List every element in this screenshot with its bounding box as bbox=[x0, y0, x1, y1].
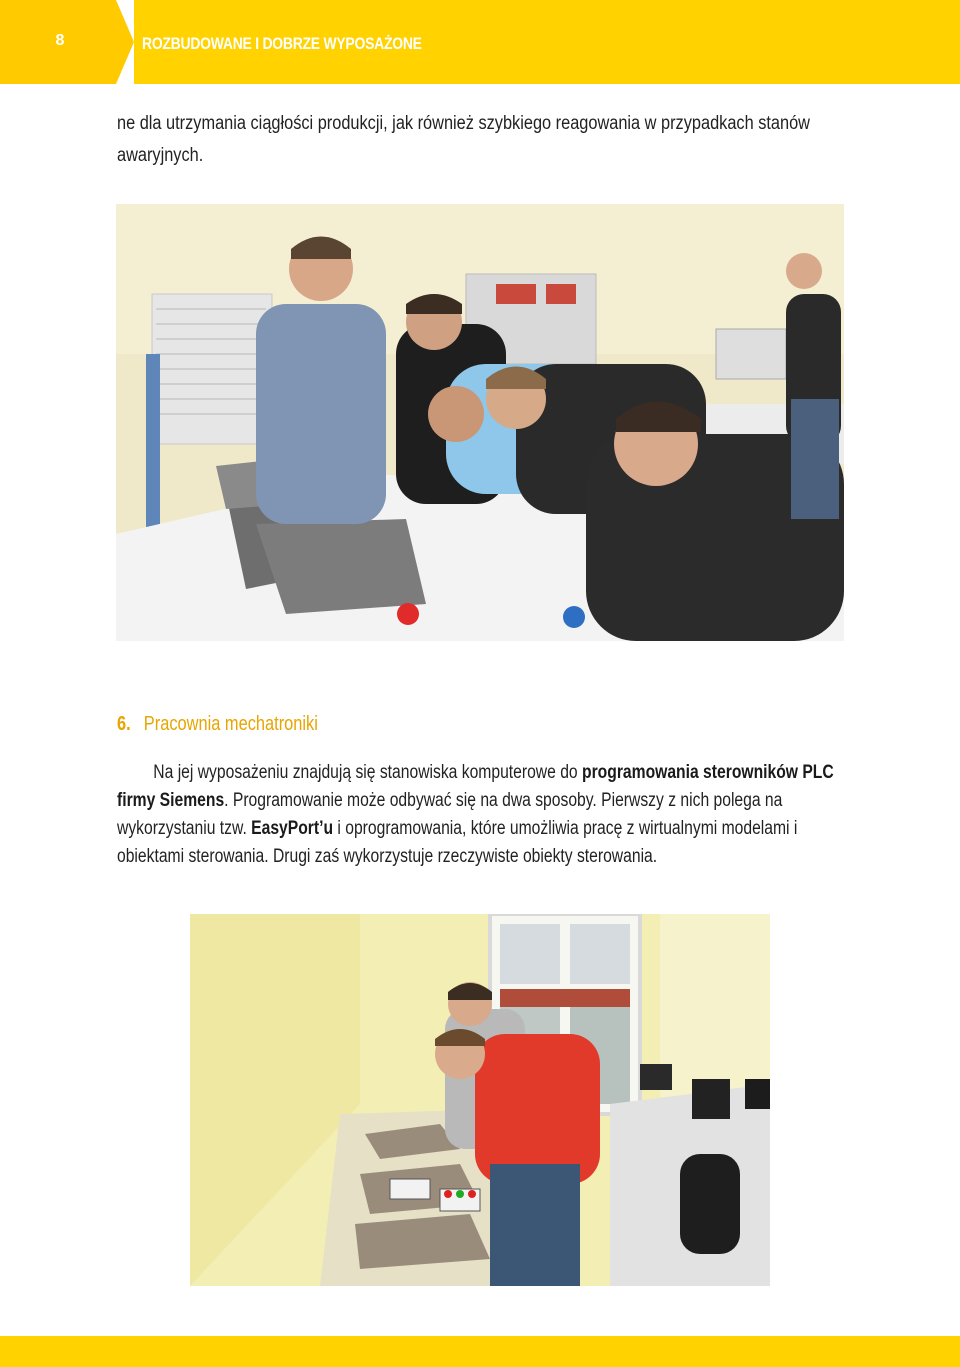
page-header bbox=[0, 0, 960, 84]
section-number: 6. bbox=[117, 713, 131, 735]
footer-band bbox=[0, 1336, 960, 1367]
photo-students-workbench bbox=[116, 204, 844, 641]
photo-plc-training bbox=[190, 914, 770, 1286]
section-title: ROZBUDOWANE I DOBRZE WYPOSAŻONE bbox=[142, 34, 422, 53]
section-heading bbox=[117, 713, 318, 736]
section-bold-1: programowania sterowników PLC firmy Siemens bbox=[117, 762, 834, 811]
intro-line-1: ne dla utrzymania ciągłości produkcji, jak również szybkiego reagowania w przypadkach stanów bbox=[117, 113, 810, 134]
section-text-3: i oprogramowania, które umożliwia pracę z wirtualnymi modelami i obiektami sterowania. Drugi zaś wykorzystuje rzeczywiste obiekty sterowania. bbox=[117, 818, 798, 867]
section-heading-title: Pracownia mechatroniki bbox=[143, 713, 318, 735]
section-bold-2: EasyPort’u bbox=[251, 818, 334, 839]
section-text-2: . Programowanie może odbywać się na dwa sposoby. Pierwszy z nich polega na wykorzystaniu tzw. bbox=[117, 790, 783, 839]
intro-paragraph bbox=[117, 108, 843, 172]
section-text-1: Na jej wyposażeniu znajdują się stanowiska komputerowe do bbox=[153, 762, 582, 783]
page-number: 8 bbox=[55, 32, 65, 49]
section-paragraph bbox=[117, 759, 843, 871]
intro-line-2: awaryjnych. bbox=[117, 145, 204, 166]
